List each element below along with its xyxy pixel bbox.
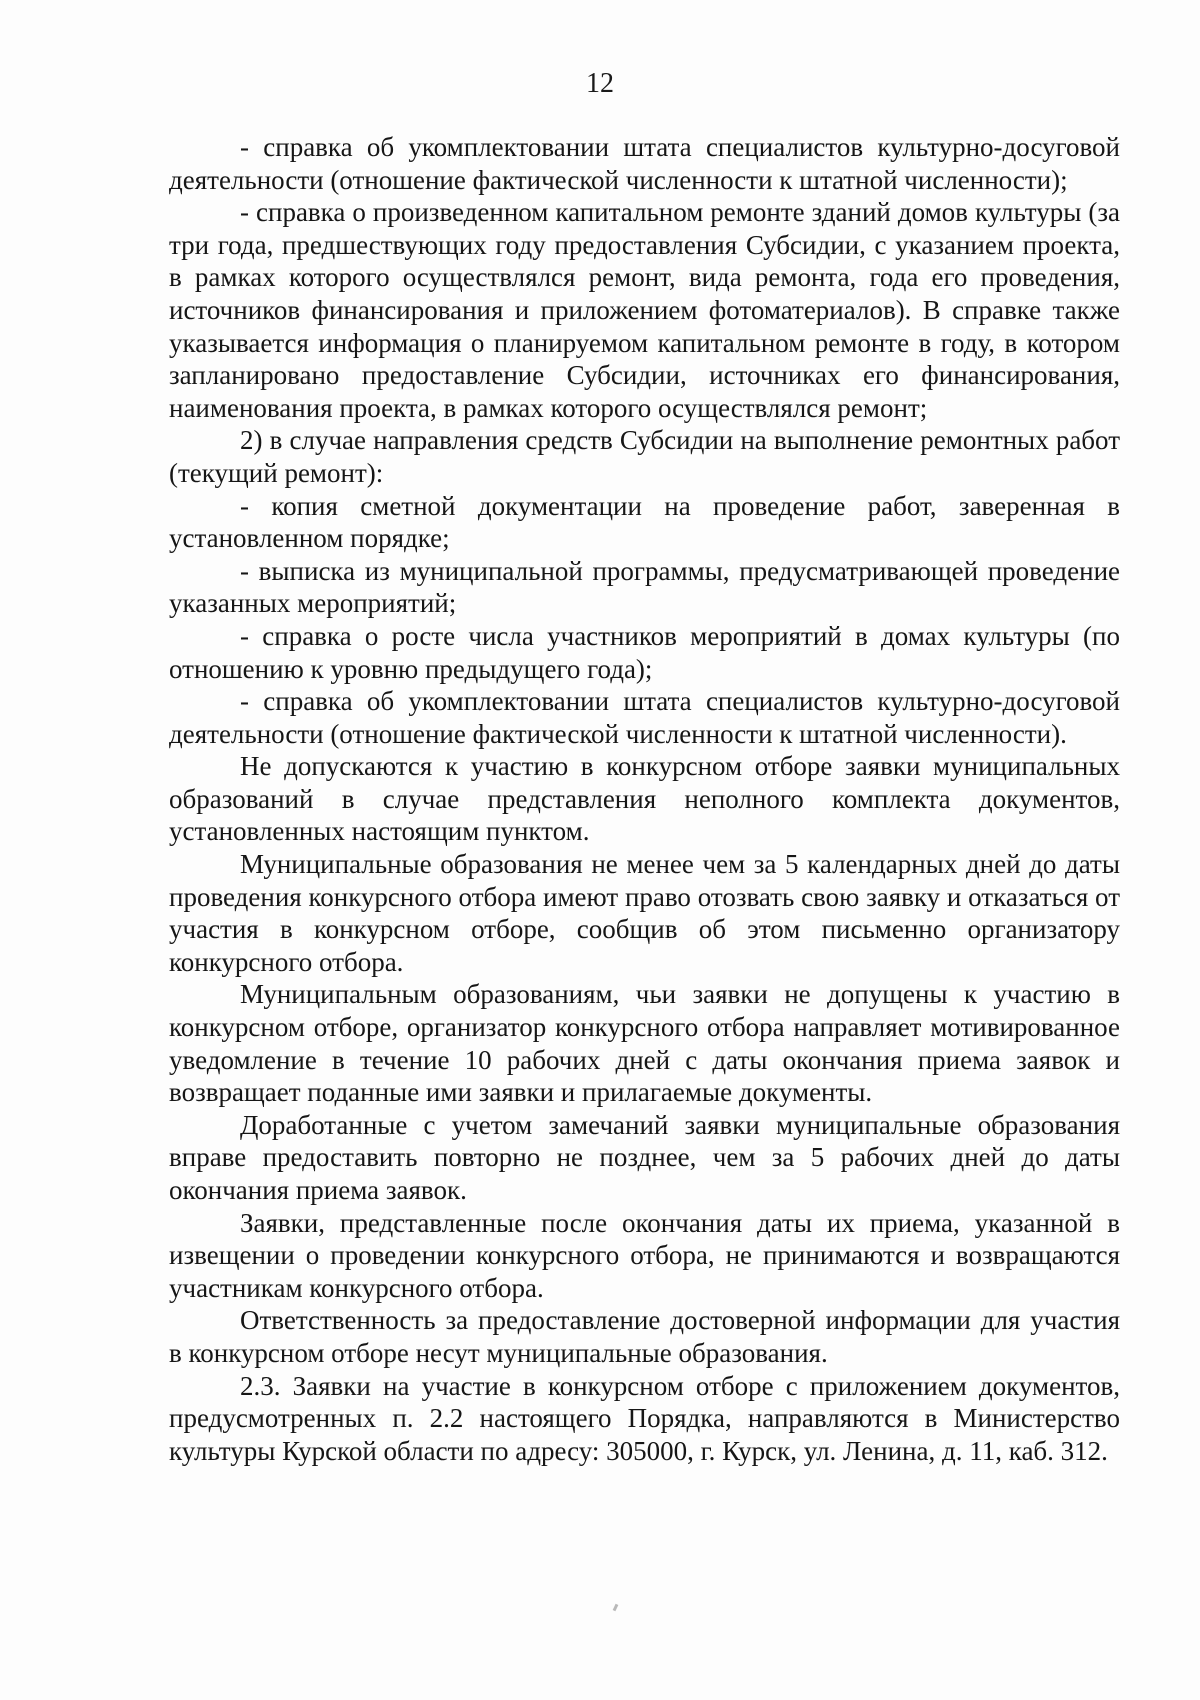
paragraph-responsibility: Ответственность за предоставление достоверной информации для участия в конкурсном отборе несут муниципальные образования. bbox=[169, 1305, 1120, 1368]
scan-artifact bbox=[613, 1604, 619, 1612]
paragraph-incomplete-documents: Не допускаются к участию в конкурсном отборе заявки муниципальных образований в случае представления неполного комплекта документов, установленных настоящим пунктом. bbox=[169, 751, 1120, 847]
document-body bbox=[169, 131, 1120, 1467]
paragraph-withdraw-application: Муниципальные образования не менее чем за 5 календарных дней до даты проведения конкурсного отбора имеют право отозвать свою заявку и отказаться от участия в конкурсном отборе, сообщив об этом письменно организатору конкурсного отбора. bbox=[169, 849, 1120, 977]
paragraph-rejection-notice: Муниципальным образованиям, чьи заявки не допущены к участию в конкурсном отборе, организатор конкурсного отбора направляет мотивированное уведомление в течение 10 рабочих дней с даты окончания приема заявок и возвращает поданные ими заявки и прилагаемые документы. bbox=[169, 979, 1120, 1108]
paragraph-staffing-certificate-2: - справка об укомплектовании штата специалистов культурно-досуговой деятельности (отношение фактической численности к штатной численности). bbox=[169, 686, 1120, 749]
paragraph-estimate-copy: - копия сметной документации на проведение работ, заверенная в установленном порядке; bbox=[169, 490, 1120, 554]
paragraph-late-applications: Заявки, представленные после окончания даты их приема, указанной в извещении о проведении конкурсного отбора, не принимаются и возвращаются участникам конкурсного отбора. bbox=[169, 1207, 1120, 1303]
paragraph-capital-repair-certificate: - справка о произведенном капитальном ремонте зданий домов культуры (за три года, предшествующих году предоставления Субсидии, с указанием проекта, в рамках которого осуществлялся ремонт, вида ремонта, года его проведения, источников финансирования и приложением фотоматериалов). В справке также указывается информация о планируемом капитальном ремонте в году, в котором запланировано предоставление Субсидии, источниках его финансирования, наименования проекта, в рамках которого осуществлялся ремонт; bbox=[169, 197, 1120, 423]
paragraph-participants-growth: - справка о росте числа участников мероприятий в домах культуры (по отношению к уровню предыдущего года); bbox=[169, 620, 1120, 684]
paragraph-current-repair-heading: 2) в случае направления средств Субсидии на выполнение ремонтных работ (текущий ремонт): bbox=[169, 425, 1120, 488]
paragraph-resubmission: Доработанные с учетом замечаний заявки муниципальные образования вправе предоставить повторно не позднее, чем за 5 рабочих дней до даты окончания приема заявок. bbox=[169, 1109, 1120, 1205]
paragraph-submission-address: 2.3. Заявки на участие в конкурсном отборе с приложением документов, предусмотренных п. 2.2 настоящего Порядка, направляются в Министерство культуры Курской области по адресу: 305000, г. Курск, ул. Ленина, д. 11, каб. 312. bbox=[169, 1370, 1120, 1466]
page-number: 12 bbox=[586, 68, 614, 99]
paragraph-staffing-certificate: - справка об укомплектовании штата специалистов культурно-досуговой деятельности (отношение фактической численности к штатной численности); bbox=[169, 132, 1120, 195]
paragraph-program-extract: - выписка из муниципальной программы, предусматривающей проведение указанных мероприятий; bbox=[169, 555, 1120, 619]
